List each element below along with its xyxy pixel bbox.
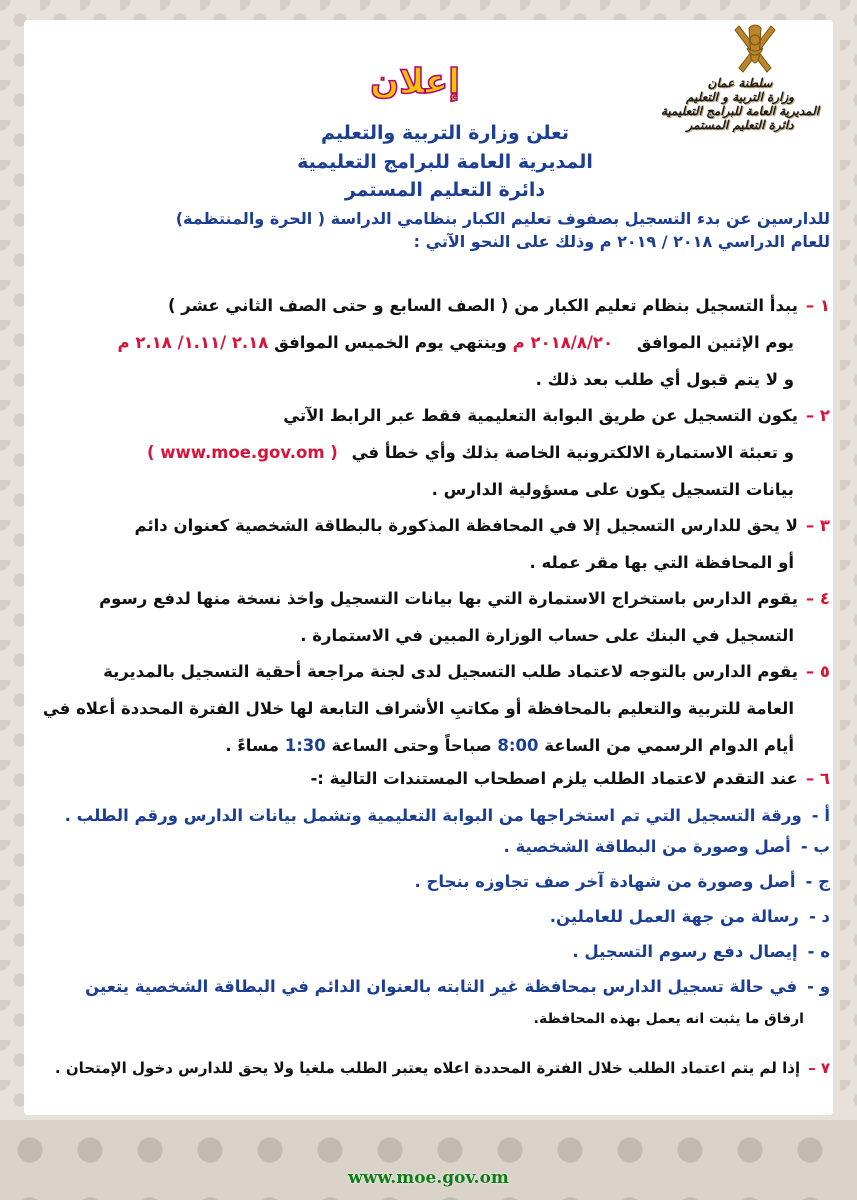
item-5 [30,653,830,764]
intro-heading [60,118,830,205]
item-text: العامة للتربية والتعليم بالمحافظة أو مكاتبِ الأشراف التابعة لها خلال الفترة المحددة أعلاه في [42,699,794,718]
intro-line-5: للعام الدراسي ٢٠١٨ / ٢٠١٩ م وذلك على النحو الآتي : [413,232,830,251]
item-number: ٣ – [805,516,830,535]
intro-line-4: للدارسين عن بدء التسجيل بصفوف تعليم الكبار بنظامي الدراسة ( الحرة والمنتظمة) [175,209,830,228]
item-text: أو المحافظة التي بها مقر عمله . [529,553,794,572]
item-text: و تعبئة الاستمارة الالكترونية الخاصة بذلك وأي خطأ في [351,443,794,462]
intro-line-1: تعلن وزارة التربية والتعليم [321,122,569,144]
footer-website-link[interactable]: www.moe.gov.om [348,1168,509,1188]
list-item: د -رسالة من جهة العمل للعاملين. [549,907,830,926]
documents-list [30,800,830,1035]
item-text: يكون التسجيل عن طريق البوابة التعليمية فقط عبر الرابط الآتي [283,406,798,425]
item-7 [30,1050,830,1087]
ministry-line-1: سلطنة عمان [707,76,773,90]
decorative-footer-band [0,1120,857,1200]
ministry-line-2: وزارة التربية و التعليم [686,90,794,104]
list-item: و -في حالة تسجيل الدارس بمحافظة غير الثابته بالعنوان الدائم في البطاقة الشخصية يتعين [85,977,830,996]
date-end: ٢.١٨ /١.١١/ ٢.١٨ م [117,333,269,352]
item-text: يقوم الدارس بالتوجه لاعتماد طلب التسجيل لدى لجنة مراجعة أحقية التسجيل بالمديرية [103,662,798,681]
item-text: صباحاً وحتى الساعة [331,736,492,755]
date-start: ٢٠١٨/٨/٢٠ م [512,333,614,352]
item-number: ٢ – [805,406,830,425]
item-text: بيانات التسجيل يكون على مسؤولية الدارس . [431,480,794,499]
time-start: 8:00 [497,736,539,755]
intro-line-2: المديرية العامة للبرامج التعليمية [297,151,593,173]
item-text: يوم الإثنين الموافق [636,333,794,352]
item-text: لا يحق للدارس التسجيل إلا في المحافظة المذكورة بالبطاقة الشخصية كعنوان دائم [134,516,798,535]
item-number: ٦ – [805,769,830,788]
item-text: يبدأ التسجيل بنظام تعليم الكبار من ( الصف السابع و حتى الصف الثاني عشر ) [168,296,798,315]
item-2 [30,397,830,508]
item-text: التسجيل في البنك على حساب الوزارة المبين في الاستمارة . [300,626,794,645]
oman-emblem-icon [725,18,785,80]
item-text: إذا لم يتم اعتماد الطلب خلال الفترة المحددة اعلاه يعتبر الطلب ملغيا ولا يحق للدارس دخول الإمتحان . [54,1059,801,1077]
item-number: ٧ – [808,1059,830,1077]
ministry-line-4: دائرة التعليم المستمر [686,118,794,132]
ministry-line-3: المديرية العامة للبرامج التعليمية [660,104,820,118]
list-item: ج -أصل وصورة من شهادة آخر صف تجاوزه بنجاح . [414,872,830,891]
item-3 [30,507,830,581]
item-4 [30,580,830,654]
list-item: ه -إيصال دفع رسوم التسجيل . [572,942,830,961]
item-number: ١ – [805,296,830,315]
item-text: أيام الدوام الرسمي من الساعة [544,736,794,755]
intro-paragraph [40,207,830,253]
item-text: عند التقدم لاعتماد الطلب يلزم اصطحاب المستندات التالية :- [310,769,798,788]
item-1 [30,287,830,398]
item-text: مساءً . [225,736,279,755]
list-item: أ -ورقة التسجيل التي تم استخراجها من البوابة التعليمية وتشمل بيانات الدارس ورقم الطلب . [64,806,830,825]
item-text: وينتهي يوم الخميس الموافق [274,333,507,352]
item-6 [30,760,830,797]
announcement-headline: إعلان [370,62,460,102]
item-number: ٥ – [805,662,830,681]
intro-line-3: دائرة التعليم المستمر [344,179,546,201]
list-item: ب -أصل وصورة من البطاقة الشخصية . [503,837,830,856]
time-end: 1:30 [284,736,326,755]
item-text: و لا يتم قبول أي طلب بعد ذلك . [535,370,794,389]
item-text: يقوم الدارس باستخراج الاستمارة التي بها بيانات التسجيل واخذ نسخة منها لدفع رسوم [99,589,798,608]
list-item: ارفاق ما يثبت انه يعمل بهذه المحافظة. [533,1011,804,1027]
moe-link[interactable]: ( www.moe.gov.om ) [146,443,338,462]
item-number: ٤ – [805,589,830,608]
